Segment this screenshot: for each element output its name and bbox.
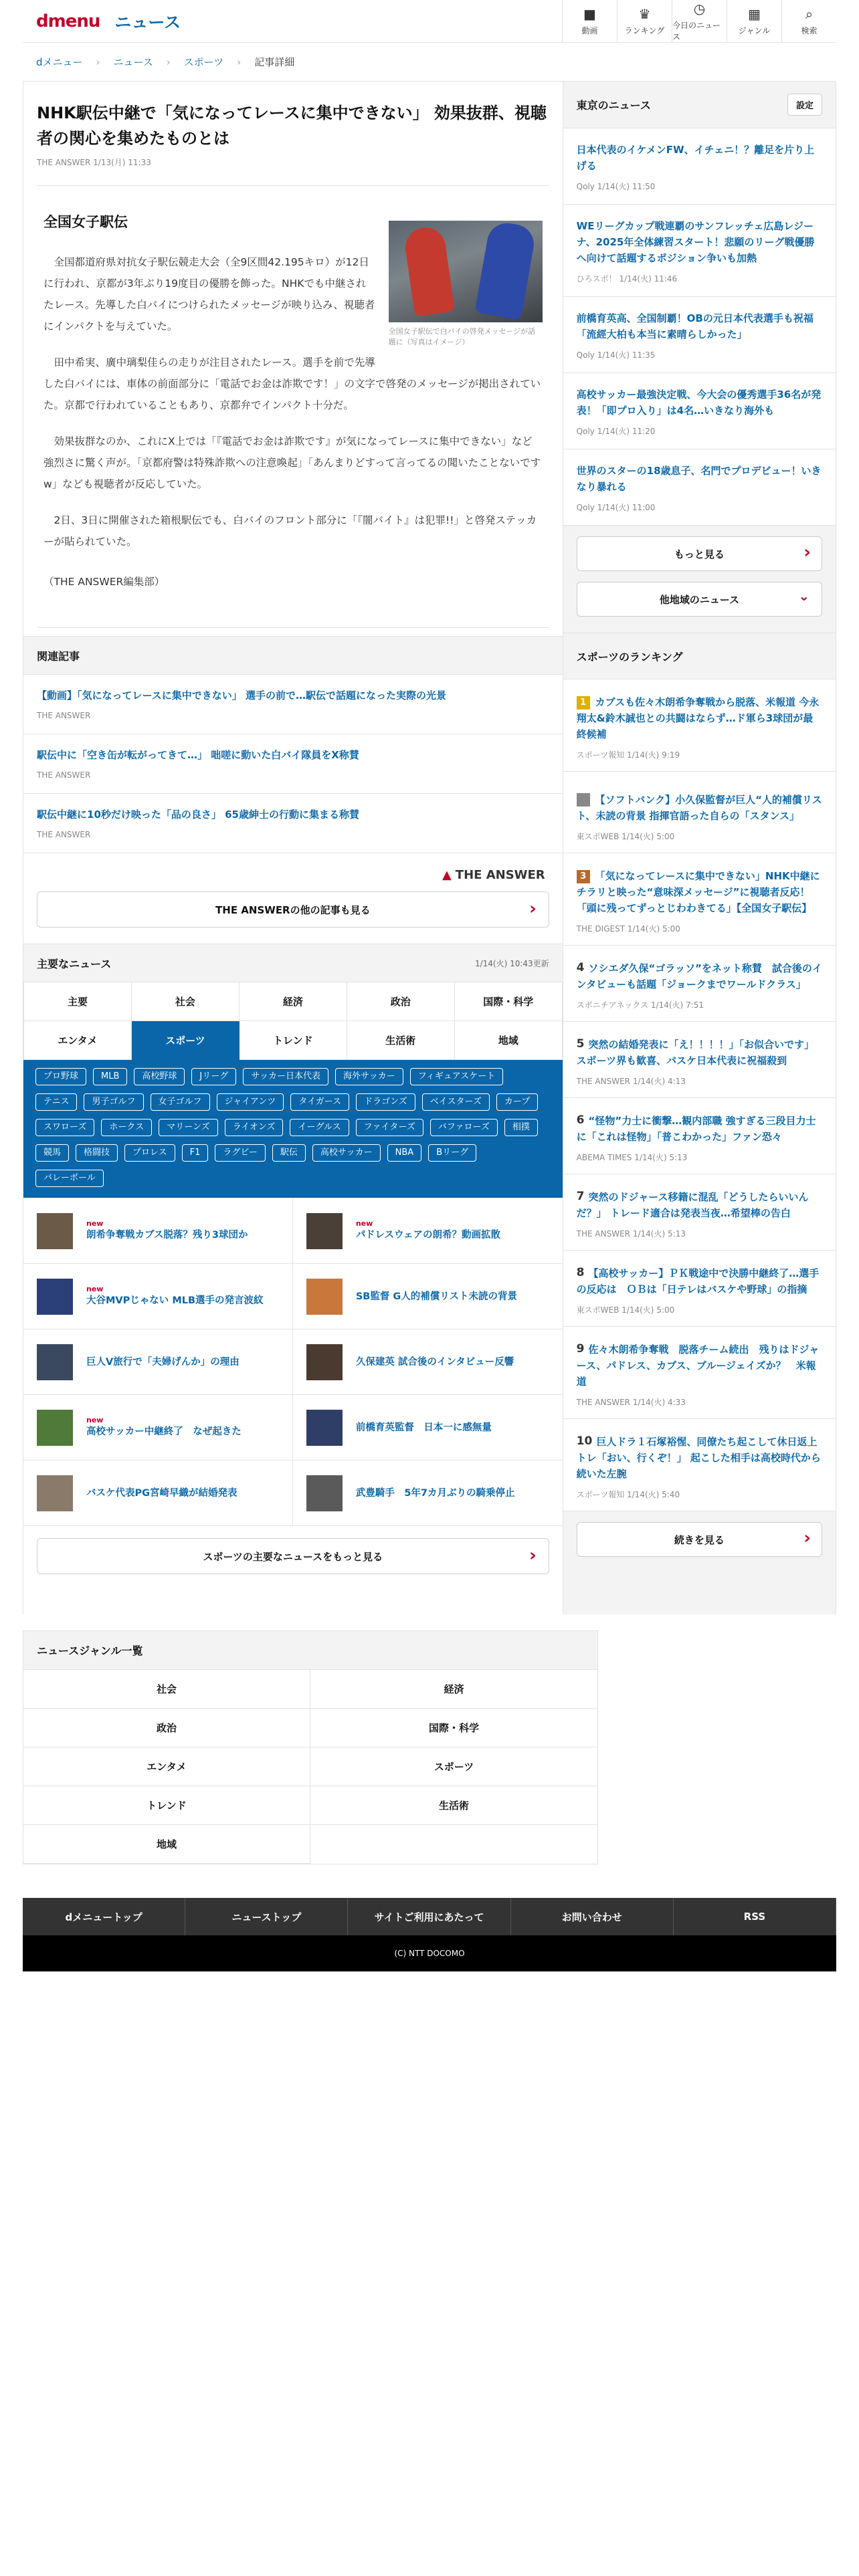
sidebar [563,82,836,1614]
related-link[interactable]: 【動画】「気になってレースに集中できない」 選手の前で…駅伝で話題になった実際の光景 [37,689,446,702]
nav-ranking[interactable] [617,0,672,43]
tag-chip[interactable]: 駅伝 [272,1144,306,1162]
genre-item[interactable]: 社会 [23,1670,310,1709]
tag-chip[interactable]: ライオンズ [225,1119,284,1136]
related-source: THE ANSWER [37,770,91,780]
genre-item[interactable]: スポーツ [310,1747,597,1786]
tag-chip[interactable]: バファローズ [430,1119,498,1136]
tag-chip[interactable]: ベイスターズ [422,1093,490,1111]
news-section-title[interactable]: ニュース [114,12,181,32]
ranking-source: スポーツ報知 1/14(火) 9:19 [576,750,680,760]
footer-link[interactable]: RSS [674,1898,836,1935]
tab-item[interactable]: 国際・科学 [455,982,563,1021]
tab-item[interactable]: 経済 [240,982,347,1021]
footer [23,1898,836,1971]
ranking-link[interactable] [577,1265,822,1297]
genre-item[interactable]: 生活術 [310,1786,597,1825]
article-paragraph: 2日、3日に開催された箱根駅伝でも、白バイのフロント部分に「『闇バイト』は犯罪!!」と啓発ステッカーが貼られていた。 [43,514,537,548]
tokyo-news-source: Qoly 1/14(火) 11:00 [576,503,656,512]
news-thumbnail[interactable] [306,1279,343,1315]
tab-item[interactable]: 地域 [455,1021,563,1060]
tag-chip[interactable]: 海外サッカー [335,1068,403,1085]
news-item[interactable] [293,1461,563,1526]
genre-list [23,1630,598,1864]
tag-chip[interactable]: ファイターズ [356,1119,423,1136]
footer-link[interactable]: dメニュートップ [23,1898,185,1935]
crown-icon: ♛ [638,6,651,22]
ranking-source: スポーツ報知 1/14(火) 5:40 [576,1490,680,1499]
news-thumbnail[interactable] [306,1213,343,1249]
related-link[interactable]: 駅伝中に「空き缶が転がってきて…」 咄嗟に動いた白バイ隊員をX称賛 [37,749,359,761]
ranking-link[interactable] [577,1189,822,1221]
related-heading: 関連記事 [23,636,563,675]
genre-item[interactable]: エンタメ [23,1747,310,1786]
nav-label: 動画 [581,26,598,35]
tag-chip[interactable]: カープ [496,1093,538,1111]
nav-video[interactable] [562,0,617,43]
breadcrumb-sports[interactable]: スポーツ [183,56,224,68]
ranking-item[interactable] [563,1251,836,1327]
ranking-item[interactable] [563,772,836,853]
rank-number: 3 [577,870,590,883]
tokyo-news-link[interactable]: 前橋育英高、全国制覇！OBの元日本代表選手も祝福「流經大柏も本当に素晴らしかった」 [576,312,814,340]
tag-chip[interactable]: 競馬 [35,1144,69,1162]
ranking-item[interactable] [563,1174,836,1251]
tag-chip[interactable]: MLB [93,1068,127,1085]
tag-chip[interactable]: ドラゴンズ [356,1093,415,1111]
tag-chip[interactable]: プロ野球 [35,1068,86,1085]
ranking-link[interactable] [577,694,822,742]
settings-button[interactable]: 設定 [787,94,822,116]
news-item[interactable] [23,1461,293,1526]
rank-number: 2 [577,793,590,807]
news-title[interactable] [356,1289,517,1304]
main-news-heading: 主要なニュース [37,957,112,970]
the-answer-logo [23,853,563,882]
news-title-text[interactable]: 武豊騎手 5年7カ月ぶりの騎乗停止 [355,1487,515,1499]
ranking-title[interactable]: カブスも佐々木朗希争奪戦から脱落、米報道 今永翔太&鈴木誠也との共闘はならず…ド軍ら3球団が最終候補 [576,696,820,740]
other-region-dropdown[interactable]: 他地域のニュース ⌄ [577,582,822,617]
tab-item[interactable]: トレンド [240,1021,347,1060]
ranking-item[interactable] [563,1327,836,1419]
article-subtitle: 全国女子駅伝 [43,214,128,230]
news-item[interactable] [23,1329,293,1395]
tokyo-news-list [563,128,836,526]
breadcrumb [23,43,836,82]
tokyo-news-item[interactable] [563,449,836,526]
article-paragraph: 田中希実、廣中璃梨佳らの走りが注目されたレース。選手を前で先導した白バイには、車体の前面部分に「電話でお金は詐欺です！」の文字で啓発のメッセージが掲出されていた。京都で行われていることもあり、京都弁でインパクト十分だ。 [43,356,541,411]
news-title-text[interactable]: パドレスウェアの朗希？動画拡散 [355,1229,501,1241]
tokyo-news-link[interactable]: 高校サッカー最強決定戦、今大会の優秀選手36名が発表！「即プロ入り」は4名…いきなり海外も [576,389,822,417]
ranking-title[interactable]: 【ソフトバンク】小久保監督が巨人“人的補償リスト、未読の背景 指揮官語った自らの「スタンス」 [576,794,822,822]
rank-number: 6 [576,1113,585,1127]
news-title-text[interactable]: 朗希争奪戦カブス脱落？残り3球団か [86,1229,248,1241]
tab-item[interactable]: 社会 [132,982,240,1021]
news-thumbnail[interactable] [306,1475,343,1511]
article-meta: THE ANSWER 1/13(月) 11:33 [37,156,549,186]
genre-item[interactable]: 政治 [23,1709,310,1747]
header-nav [562,0,836,43]
news-item[interactable] [23,1198,293,1264]
ranking-title[interactable]: 【高校サッカー】ＰＫ戦途中で決勝中継終了…選手の反応は ＯＢは「日テレはバスケや野球」の指摘 [576,1267,820,1295]
page [23,0,836,1971]
ranking-heading: スポーツのランキング [563,633,836,679]
news-thumbnail[interactable] [306,1410,343,1446]
tag-chip[interactable]: 格闘技 [76,1144,118,1162]
ranking-item[interactable] [563,679,836,772]
ranking-title[interactable]: ソシエダ久保“ゴラッソ”をネット称賛 試合後のインタビューも話題「ジョークまでワールドクラス」 [576,962,822,990]
news-title-text[interactable]: 前橋育英監督 日本一に感無量 [355,1422,492,1433]
ranking-item[interactable] [563,853,836,946]
footer-links [23,1898,836,1935]
ranking-title[interactable]: 突然のドジャース移籍に混乱「どうしたらいいんだ？」 トレード適合は発表当夜…希望棒の告白 [576,1191,809,1219]
triangle-logo-icon: ▲ [442,868,452,882]
tokyo-news-link[interactable]: WEリーグカップ戦連覇のサンフレッチェ広島レジーナ、2025年全体練習スタート！悲願のリーグ戦優勝へ向けて話題するポジション争いも加熱 [576,220,815,264]
breadcrumb-current: 記事詳細 [254,56,295,68]
ranking-link[interactable] [577,1113,822,1145]
ranking-title[interactable]: 「気になってレースに集中できない」NHK中継にチラリと映った“意味深メッセージ”に視聴者反応！「頭に残ってずっとじわわきてる」【全国女子駅伝】 [576,870,820,914]
breadcrumb-news[interactable]: ニュース [113,56,153,68]
article-figure[interactable] [389,221,543,348]
rank-number: 4 [576,961,585,974]
breadcrumb-dmenu[interactable]: dメニュー [36,56,83,68]
more-the-answer-button[interactable]: THE ANSWERの他の記事も見る › [37,891,549,928]
nav-label: 今日のニュース [672,20,721,41]
photo-caption: 全国女子駅伝で白バイの啓発メッセージが話題に（写真はイメージ） [388,327,536,346]
news-item[interactable] [23,1395,293,1461]
ranking-item[interactable] [563,1419,836,1511]
tag-chip[interactable]: ラグビー [215,1144,265,1162]
tag-chip[interactable]: ジャイアンツ [217,1093,284,1111]
related-source: THE ANSWER [37,830,91,839]
ranking-link[interactable] [577,786,822,824]
brand-name: THE ANSWER [455,868,545,882]
related-link[interactable]: 駅伝中継に10秒だけ映った「品の良さ」 65歳紳士の行動に集まる称賛 [37,809,359,821]
article-paragraph: 全国都道府県対抗女子駅伝競走大会（全9区間42.195キロ）が12日に行われ、京都が3年ぶり19度目の優勝を飾った。NHKでも中継されたレース。先導した白バイにつけられたメッセージが映り込み、視聴者にインパクトを与えていた。 [43,256,375,332]
tag-chip[interactable]: Jリーグ [191,1068,236,1085]
main-news-list [23,1198,563,1526]
news-thumbnail[interactable] [37,1410,73,1446]
grid-icon: ▦ [748,6,761,22]
tokyo-news-item[interactable] [563,297,836,373]
article-photo[interactable] [389,221,543,322]
news-item[interactable] [293,1198,563,1264]
nav-genre[interactable] [727,0,781,43]
news-title-text[interactable]: SB監督 G人的補償リスト未読の背景 [355,1291,517,1302]
tokyo-news-item[interactable] [563,128,836,205]
related-source: THE ANSWER [37,711,91,720]
genre-item[interactable]: 国際・科学 [310,1709,597,1747]
tag-chip[interactable]: Bリーグ [428,1144,476,1162]
nav-label: 検索 [801,26,818,35]
tag-chip[interactable]: スワローズ [35,1119,94,1136]
site-header [23,0,836,43]
tokyo-news-link[interactable]: 日本代表のイケメンFW、イチェニ！？離足を片り上げる [576,144,815,172]
tokyo-news-link[interactable]: 世界のスターの18歳息子、名門でプロデビュー！いきなり暴れる [576,465,822,493]
genre-item[interactable]: 地域 [23,1825,310,1864]
genre-item[interactable]: 経済 [310,1670,597,1709]
nav-search[interactable] [781,0,836,43]
dmenu-logo[interactable]: dmenu [36,11,100,31]
ranking-source: THE ANSWER 1/14(火) 5:13 [576,1229,686,1239]
more-sports-news-button[interactable]: スポーツの主要なニュースをもっと見る › [37,1538,549,1574]
news-thumbnail[interactable] [37,1279,73,1315]
footer-link[interactable]: サイトご利用にあたって [348,1898,510,1935]
related-item[interactable] [23,794,563,853]
ranking-source: 東スポWEB 1/14(火) 5:00 [576,1305,675,1315]
ranking-more-button[interactable]: 続きを見る › [577,1522,822,1557]
nav-label: ランキング [624,26,665,35]
news-item[interactable] [23,1264,293,1329]
news-title-text[interactable]: 巨人V旅行で「夫婦げんか」の理由 [86,1356,240,1368]
tag-chip[interactable]: 高校サッカー [312,1144,381,1162]
news-title[interactable] [86,1285,264,1308]
news-item[interactable] [293,1329,563,1395]
news-title[interactable] [86,1355,240,1370]
news-title[interactable] [356,1486,515,1501]
news-title[interactable] [86,1416,242,1439]
tab-item[interactable]: エンタメ [24,1021,132,1060]
new-badge: new [86,1284,104,1293]
ranking-source: スポニチアネックス 1/14(火) 7:51 [576,1000,704,1010]
tag-chip[interactable]: サッカー日本代表 [243,1068,328,1085]
news-title-text[interactable]: 久保建英 試合後のインタビュー反響 [355,1356,514,1368]
ranking-source: ABEMA TIMES 1/14(火) 5:13 [576,1153,688,1162]
news-title-text[interactable]: バスケ代表PG宮崎早織が結婚発表 [86,1487,237,1499]
tokyo-news-source: Qoly 1/14(火) 11:50 [576,182,656,191]
tag-chip[interactable]: バレーボール [35,1170,104,1187]
tag-chip[interactable]: プロレス [124,1144,175,1162]
nav-today[interactable] [672,0,727,43]
chevron-right-icon: › [237,56,242,68]
tokyo-news-header [563,82,836,128]
new-badge: new [86,1415,104,1424]
rank-number: 5 [576,1037,585,1051]
news-title[interactable] [86,1220,248,1243]
article-source: （THE ANSWER編集部） [43,576,165,588]
footer-link[interactable]: ニューストップ [185,1898,348,1935]
article-paragraph: 効果抜群なのか、これにX上では「『電話でお金は詐欺です』が気になってレースに集中できない」など強烈さに驚く声が。「京都府警は特殊詐欺への注意喚起」「あんまりどすって言ってるの聞いたことないですw」なども視聴者が反応していた。 [43,435,541,490]
ranking-source: THE DIGEST 1/14(火) 5:00 [576,924,680,934]
clock-icon: ◷ [693,0,706,17]
ranking-source: THE ANSWER 1/14(火) 4:13 [576,1077,686,1086]
news-title[interactable] [356,1220,500,1243]
news-thumbnail[interactable] [37,1344,73,1380]
related-item[interactable] [23,734,563,794]
main-news-header [23,944,563,982]
tag-chip[interactable]: 男子ゴルフ [84,1093,143,1111]
tag-chip[interactable]: テニス [35,1093,77,1111]
ranking-list [563,679,836,1511]
news-tabs [23,982,563,1060]
ranking-link[interactable] [577,960,822,992]
tab-item[interactable]: スポーツ [132,1021,240,1060]
genre-heading: ニュースジャンル一覧 [23,1631,597,1670]
new-badge: new [86,1218,104,1228]
ranking-source: 東スポWEB 1/14(火) 5:00 [576,832,675,841]
main-column [23,82,563,1614]
video-icon: ■ [583,6,596,22]
news-title[interactable] [356,1420,492,1435]
ranking-link[interactable] [577,1434,822,1482]
chevron-right-icon: › [96,56,100,68]
tag-chip[interactable]: 高校野球 [134,1068,185,1085]
tokyo-news-item[interactable] [563,373,836,449]
news-title-text[interactable]: 高校サッカー中継終了 なぜ起きた [86,1426,242,1437]
news-thumbnail[interactable] [37,1213,73,1249]
news-title-text[interactable]: 大谷MVPじゃない MLB選手の発言波紋 [86,1295,264,1306]
ranking-item[interactable] [563,1022,836,1098]
rank-number: 7 [576,1190,585,1203]
news-item[interactable] [293,1395,563,1461]
rank-number: 9 [576,1342,585,1356]
news-item[interactable] [293,1264,563,1329]
tab-item[interactable]: 政治 [347,982,455,1021]
new-badge: new [355,1218,373,1228]
footer-link[interactable]: お問い合わせ [511,1898,674,1935]
main-news-updated: 1/14(火) 10:43更新 [474,958,549,968]
tag-chip[interactable]: タイガース [290,1093,349,1111]
article-title: NHK駅伝中継で「気になってレースに集中できない」 効果抜群、視聴者の関心を集めたものとは [37,104,547,148]
tag-chip[interactable]: イーグルス [290,1119,349,1136]
news-title[interactable] [86,1486,237,1501]
ranking-title[interactable]: 佐々木朗希争奪戦 脱落チーム続出 残りはドジャース、パドレス、カブス、ブルージェイズか？ 米報道 [576,1344,820,1388]
article [23,82,563,628]
rank-number: 1 [577,696,590,710]
ranking-source: THE ANSWER 1/14(火) 4:33 [576,1398,686,1407]
tokyo-more-button[interactable]: もっと見る › [577,536,822,571]
tag-chip[interactable]: フィギュアスケート [410,1068,503,1085]
tag-chip[interactable]: 女子ゴルフ [151,1093,210,1111]
related-item[interactable] [23,675,563,734]
rank-number: 10 [576,1434,593,1448]
chevron-right-icon: › [166,56,171,68]
tokyo-news-source: Qoly 1/14(火) 11:20 [576,427,656,436]
tag-chip[interactable]: NBA [387,1144,422,1162]
ranking-title[interactable]: 巨人ドラ１石塚裕惺、同僚たち起こして休日返上トレ「おい、行くぞ！」 起こした相手は高校時代から続いた左腕 [576,1436,821,1480]
copyright: (C) NTT DOCOMO [23,1935,836,1971]
tag-chip[interactable]: F1 [182,1144,209,1162]
ranking-title[interactable]: “怪物”力士に衝撃…観内部職 強すぎる三段目力士に「これは怪物」「普こわかった」ファン恐々 [576,1115,816,1143]
tokyo-news-source: Qoly 1/14(火) 11:35 [576,350,656,360]
tokyo-news-item[interactable] [563,205,836,297]
tokyo-news-source: ひろスポ！ 1/14(火) 11:46 [576,274,678,284]
ranking-link[interactable] [577,1341,822,1390]
news-thumbnail[interactable] [37,1475,73,1511]
news-title[interactable] [356,1355,514,1370]
tag-chip[interactable]: マリーンズ [159,1119,217,1136]
tab-item[interactable]: 生活術 [347,1021,455,1060]
genre-grid [23,1670,597,1864]
article-body [37,186,549,628]
rank-number: 8 [576,1266,585,1279]
logo[interactable] [36,9,181,33]
genre-item[interactable]: トレンド [23,1786,310,1825]
ranking-item[interactable] [563,1098,836,1174]
tab-item[interactable]: 主要 [24,982,132,1021]
news-thumbnail[interactable] [306,1344,343,1380]
sports-tags [23,1060,563,1198]
ranking-link[interactable] [577,1037,822,1069]
ranking-title[interactable]: 突然の結婚発表に「え！！！！」「お似合いです」 スポーツ界も歓喜、バスケ日本代表に祝福殺到 [576,1039,815,1067]
tag-chip[interactable]: ホークス [101,1119,152,1136]
ranking-link[interactable] [577,868,822,916]
tag-chip[interactable]: 相撲 [504,1119,538,1136]
nav-label: ジャンル [738,26,771,35]
ranking-item[interactable] [563,946,836,1022]
content-columns [23,82,836,1614]
tokyo-news-heading: 東京のニュース [576,99,651,112]
search-icon: ⌕ [805,6,814,22]
